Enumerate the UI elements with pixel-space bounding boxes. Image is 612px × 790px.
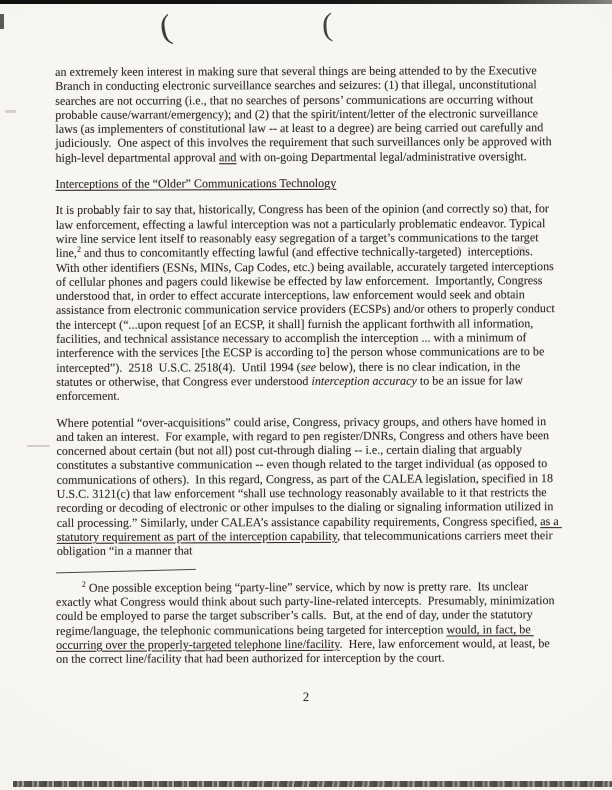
section-heading-older-communications: Interceptions of the “Older” Communications Technology [55, 175, 337, 191]
paragraph-surveillance-oversight [55, 63, 557, 165]
footnote-reference-2: 2 [76, 245, 81, 255]
italic-text: interception accuracy [311, 373, 417, 388]
paragraph-text: below), there is no clear indication, in the statutes or otherwise, that Congress ever understood [56, 358, 524, 389]
paragraph-text: , that telecommunications carriers meet their obligation “in a manner that [56, 528, 556, 559]
paragraph-over-acquisitions [56, 413, 562, 559]
italic-text: see [300, 359, 317, 374]
underlined-phrase: would, in fact, be occurring over the properly-targeted telephone line/facility [56, 621, 534, 652]
footnote-section [56, 569, 558, 666]
document-body [55, 63, 562, 570]
footnote-text: . Here, law enforcement would, at least, be on the correct line/facility that had been authorized for interception by the court. [56, 635, 553, 666]
scan-artifact-left-mark [0, 14, 4, 29]
paragraph-text: Where potential “over-acquisitions” could arise, Congress, privacy groups, and others have homed in and taken an interest. For example, with regard to pen register/DNRs, Congress and others have been concerned about certain (but not all) post cut-through dialing -- i.e., certain dialing that arguably constitutes a substantive communication -- even though related to the target individual (as opposed to communications of others). In this regard, Congress, as part of the CALEA legislation, specified in 18 U.S.C. 3121(c) that law enforcement “shall use technology reasonably available to it that restricts the recording or decoding of electronic or other impulses to the dialing or signaling information utilized in call processing.” Similarly, under CALEA’s assistance capability requirements, Congress specified, [56, 413, 557, 530]
paragraph-text: It is probably fair to say that, historically, Congress has been of the opinion (and correctly so) that, for law enforcement, effecting a lawful interception was not a particularly problematic endeavor. Typical wire line service lent itself to reasonably easy segregation of a target’s communications to the target line, [55, 201, 552, 261]
scan-smudge [27, 445, 50, 447]
pen-mark-icon: ( [321, 5, 334, 43]
paragraph-older-technology [56, 201, 559, 403]
footnote-text: One possible exception being “party-line” service, which by now is pretty rare. Its unclear exactly what Congress would think about such party-line-related intercepts. Presumably, minimization could be employed to parse the target subscriber’s calls. But, at the end of day, under the statutory regime/language, the telephonic communications being targeted for interception [55, 579, 558, 638]
pen-mark-icon: ( [156, 8, 175, 47]
page-number: 2 [302, 690, 310, 704]
scan-artifact-top-edge [0, 0, 612, 4]
paragraph-text: an extremely keen interest in making sure that several things are being attended to by the Executive Branch in conducting electronic surveillance searches and seizures: (1) that illegal, unconstitutional searches are not occurring (i.e., that no searches of persons’ communications are occurring without probable cause/warrant/emergency); and (2) that the spirit/intent/letter of the electronic surveillance laws (as implementers of constitutional law -- at least to a degree) are being carried out carefully and judiciously. One aspect of this involves the requirement that such surveillances only be approved with high-level departmental approval [55, 63, 555, 165]
paragraph-text: and thus to concomitantly effecting lawful (and effective technically-targeted) interceptions. With other identifiers (ESNs, MINs, Cap Codes, etc.) being available, accurately targeted interceptions of cellular phones and pagers could likewise be effected by law enforcement. Importantly, Congress understood that, in order to effect accurate interceptions, law enforcement would seek and obtain assistance from electronic communication service providers (ECSPs) and/or others to properly conduct the intercept (“...upon request [of an ECSP, it shall] furnish the applicant forthwith all information, facilities, and technical assistance necessary to accomplish the interception ... with a minimum of interference with the services [the ECSP is according to] the person whose communications are to be intercepted”). 2518 U.S.C. 2518(4). Until 1994 ( [55, 244, 558, 375]
paragraph-text: to be an issue for law enforcement. [56, 373, 527, 404]
footnote-2 [56, 579, 558, 666]
scan-smudge [5, 110, 16, 113]
scan-artifact-bottom-edge [13, 781, 612, 787]
footnote-number: 2 [81, 579, 86, 589]
underlined-word: and [218, 150, 237, 165]
paragraph-text: with on-going Departmental legal/administrative oversight. [236, 149, 527, 165]
underlined-phrase: as a statutory requirement as part of the interception capability [56, 513, 562, 544]
